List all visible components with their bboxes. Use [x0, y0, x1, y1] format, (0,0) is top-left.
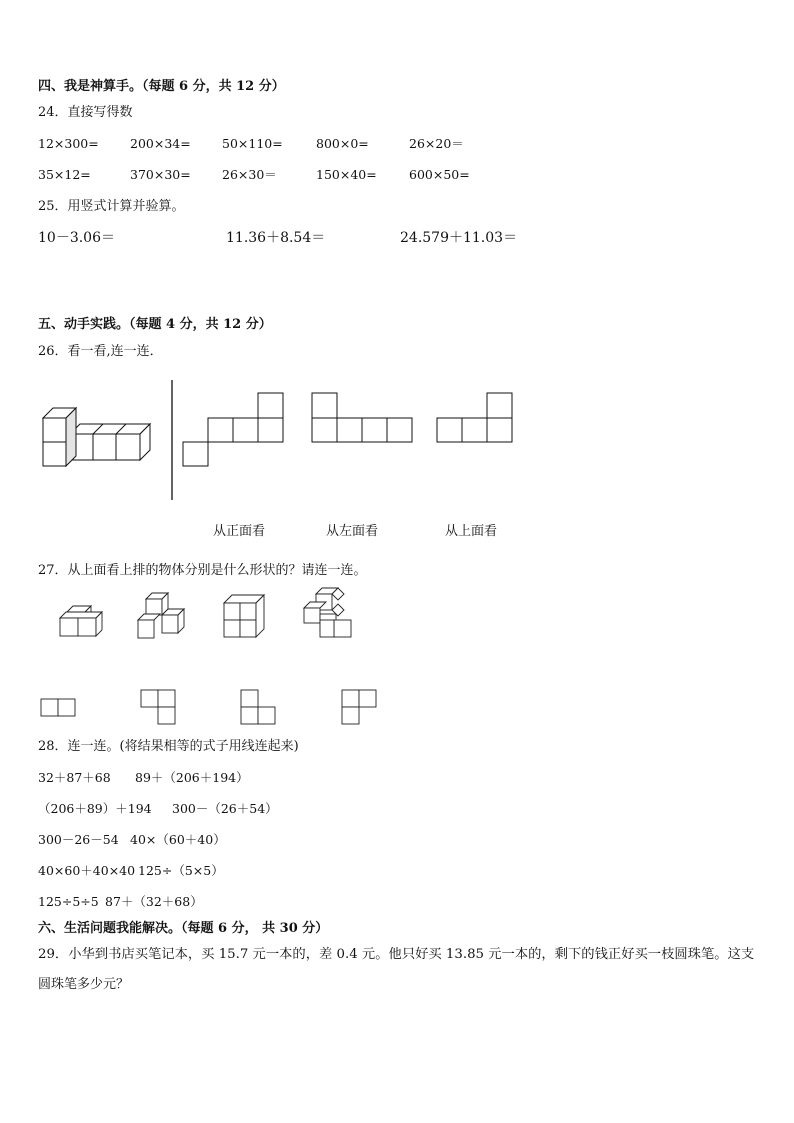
q24-item: 26×20＝ — [409, 136, 464, 151]
q28-left-expr: （206＋89）＋194 — [38, 801, 152, 816]
q29-text-line-1: 29．小华到书店买笔记本，买 15.7 元一本的，差 0.4 元。他只好买 13.85 元一本的，剩下的钱正好买一枝圆珠笔。这支 — [38, 947, 755, 962]
q26-3d-object — [43, 408, 150, 466]
q24-item: 150×40= — [316, 167, 377, 182]
q28-title: 28．连一连。(将结果相等的式子用线连起来) — [38, 739, 299, 754]
q24-item: 800×0= — [316, 136, 369, 151]
q25-item: 24.579＋11.03＝ — [400, 230, 518, 246]
q27-object-2 — [138, 593, 184, 638]
q28-right-expr: 125÷（5×5） — [138, 863, 224, 878]
q24-item: 600×50= — [409, 167, 470, 182]
section-4-heading: 四、我是神算手。（每题 6 分，共 12 分） — [38, 79, 285, 94]
q28-left-expr: 300－26－54 — [38, 832, 119, 847]
q25-item: 10－3.06＝ — [38, 230, 115, 246]
q26-view-label: 从正面看 — [213, 524, 266, 539]
q24-item: 200×34= — [130, 136, 191, 151]
section-6-heading: 六、生活问题我能解决。（每题 6 分， 共 30 分） — [38, 921, 329, 936]
q24-title: 24．直接写得数 — [38, 105, 133, 120]
q24-item: 12×300= — [38, 136, 99, 151]
q24-item: 26×30＝ — [222, 167, 277, 182]
q27-title: 27．从上面看上排的物体分别是什么形状的？请连一连。 — [38, 563, 367, 578]
q28-right-expr: 89＋（206＋194） — [135, 770, 249, 785]
q27-shape-3 — [241, 690, 275, 724]
q29-text-line-2: 圆珠笔多少元？ — [38, 977, 130, 992]
q26-view-label: 从左面看 — [326, 524, 379, 539]
q24-item: 370×30= — [130, 167, 191, 182]
q27-object-1 — [60, 606, 102, 636]
q28-right-expr: 87＋（32＋68） — [105, 894, 203, 909]
q28-left-expr: 125÷5÷5 — [38, 894, 99, 909]
q26-view-3 — [437, 393, 512, 442]
q28-left-expr: 40×60＋40×40 — [38, 863, 136, 878]
q27-shape-4 — [342, 690, 376, 724]
q27-shape-1 — [41, 699, 75, 716]
q28-right-expr: 300－（26＋54） — [172, 801, 278, 816]
q28-left-expr: 32＋87＋68 — [38, 770, 111, 785]
q27-object-3 — [224, 595, 264, 637]
q27-object-4 — [304, 588, 351, 637]
q26-view-2 — [312, 393, 412, 442]
q26-view-1 — [183, 393, 283, 466]
q25-item: 11.36＋8.54＝ — [226, 230, 326, 246]
q28-right-expr: 40×（60＋40） — [130, 832, 226, 847]
q25-title: 25．用竖式计算并验算。 — [38, 199, 185, 214]
q26-title: 26．看一看,连一连． — [38, 344, 163, 359]
q27-shape-2 — [141, 690, 175, 724]
section-5-heading: 五、动手实践。（每题 4 分，共 12 分） — [38, 317, 272, 332]
q24-item: 35×12= — [38, 167, 91, 182]
q26-view-label: 从上面看 — [445, 524, 498, 539]
q24-item: 50×110= — [222, 136, 283, 151]
